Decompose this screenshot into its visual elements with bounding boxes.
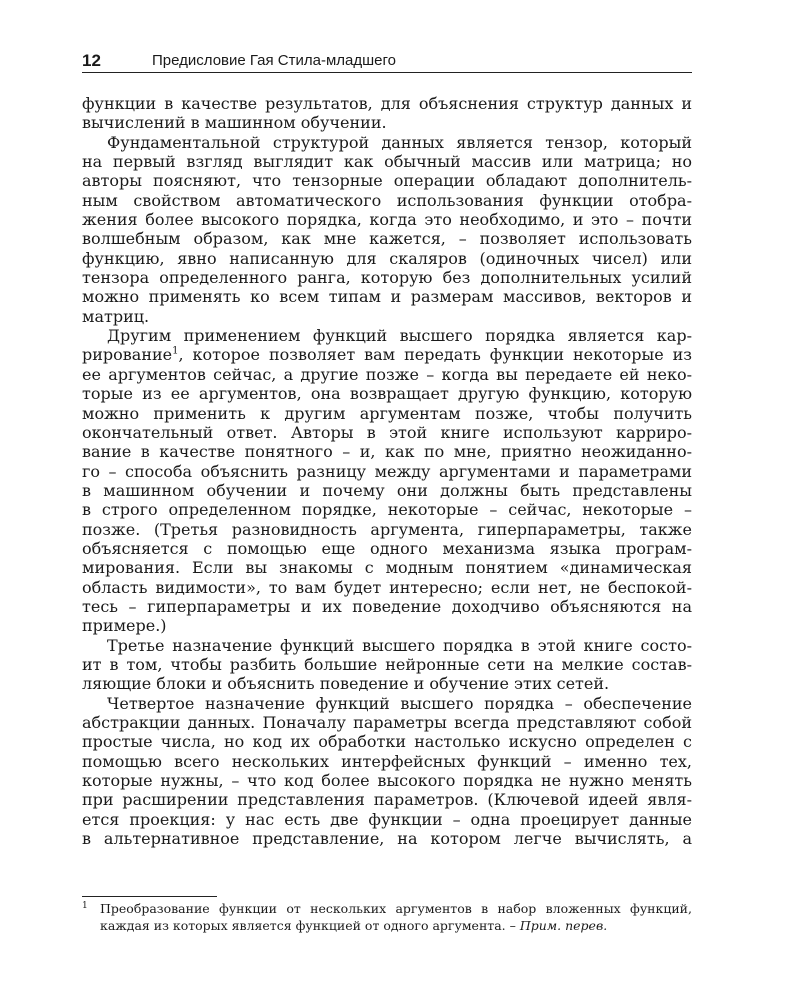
- text-line: жения более высокого порядка, когда это необходимо, и это – почти: [82, 210, 692, 230]
- text-line: тензора определенного ранга, которую без дополнительных усилий: [82, 268, 692, 288]
- text-line: окончательный ответ. Авторы в этой книге используют карриро-: [82, 422, 692, 442]
- footnote-line: Преобразование функции от нескольких аргументов в набор вложенных функций,: [100, 901, 692, 916]
- text-line: на первый взгляд выглядит как обычный массив или матрица; но: [82, 152, 692, 172]
- page-header: [82, 50, 692, 73]
- text-line: Третье назначение функций высшего порядка в этой книге состо-: [107, 635, 692, 655]
- footnote-text: [100, 900, 692, 934]
- text-line: рирование$^1$, которое позволяет вам передать функции некоторые из: [82, 345, 692, 365]
- paragraph: [82, 133, 692, 326]
- text-line: можно применять ко всем типам и размерам массивов, векторов и: [82, 287, 692, 307]
- text-line: матриц.: [82, 306, 150, 326]
- text-line: ее аргументов сейчас, а другие позже – когда вы передаете ей неко-: [82, 364, 692, 384]
- footnote-attribution: Прим. перев.: [519, 918, 608, 933]
- text-line: ляющие блоки и объяснить поведение и обучение этих сетей.: [82, 674, 610, 694]
- footnote-line-text: каждая из которых является функцией от одного аргумента. –: [100, 918, 516, 933]
- text-line: простые числа, но код их обработки настолько искусно определен с: [82, 732, 692, 752]
- text-line: функцию, явно написанную для скаляров (одиночных чисел) или: [82, 248, 692, 268]
- text-line: при расширении представления параметров. (Ключевой идеей явля-: [82, 790, 692, 810]
- text-line: авторы поясняют, что тензорные операции обладают дополнитель-: [82, 171, 692, 191]
- paragraph: [82, 94, 692, 133]
- footnote-rule: [82, 896, 217, 897]
- text-line: торые из ее аргументов, она возвращает другую функцию, которую: [82, 384, 692, 404]
- footnote-line: [100, 917, 692, 934]
- paragraph: [82, 694, 692, 849]
- text-line: в строго определенном порядке, некоторые – сейчас, некоторые –: [82, 500, 692, 520]
- text-line: позже. (Третья разновидность аргумента, гиперпараметры, также: [82, 519, 692, 539]
- text-line: ется проекция: у нас есть две функции – одна проецирует данные: [82, 809, 692, 829]
- paragraph: [82, 326, 692, 636]
- text-line: которые нужны, – что код более высокого порядка не нужно менять: [82, 771, 692, 791]
- text-line: Четвертое назначение функций высшего порядка – обеспечение: [107, 693, 692, 713]
- footnote-reference: 1: [172, 346, 179, 358]
- text-line: примере.): [82, 616, 167, 636]
- page-number: 12: [82, 51, 101, 70]
- text-line: Фундаментальной структурой данных является тензор, который: [107, 132, 692, 152]
- text-line: функции в качестве результатов, для объяснения структур данных и: [82, 94, 692, 113]
- text-line: вание в качестве понятного – и, как по мне, приятно неожиданно-: [82, 442, 692, 462]
- text-line: ит в том, чтобы разбить большие нейронные сети на мелкие состав-: [82, 654, 692, 674]
- text-line: волшебным образом, как мне кажется, – позволяет использовать: [82, 229, 692, 249]
- running-title: Предисловие Гая Стила-младшего: [152, 52, 396, 69]
- text-line: Другим применением функций высшего порядка является кар-: [107, 326, 692, 346]
- text-line: вычислений в машинном обучении.: [82, 113, 387, 133]
- text-line: можно применить к другим аргументам позже, чтобы получить: [82, 403, 692, 423]
- text-line: тесь – гиперпараметры и их поведение доходчиво объясняются на: [82, 596, 692, 616]
- footnote-mark: 1: [82, 901, 88, 911]
- text-line: область видимости», то вам будет интересно; если нет, не беспокой-: [82, 577, 692, 597]
- text-line: в альтернативное представление, на котором легче вычислять, а: [82, 829, 692, 849]
- text-line: помощью всего нескольких интерфейсных функций – именно тех,: [82, 751, 692, 771]
- body-text: [82, 94, 692, 848]
- text-line: абстракции данных. Поначалу параметры всегда представляют собой: [82, 713, 692, 732]
- paragraph: [82, 636, 692, 694]
- text-line: го – способа объяснить разницу между аргументами и параметрами: [82, 461, 692, 481]
- text-line: мирования. Если вы знакомы с модным понятием «динамическая: [82, 558, 692, 578]
- text-line: объясняется с помощью еще одного механизма языка програм-: [82, 538, 692, 558]
- footnote: [82, 900, 692, 934]
- text-line: в машинном обучении и почему они должны быть представлены: [82, 480, 692, 500]
- text-line: ным свойством автоматического использования функции отобра-: [82, 190, 692, 210]
